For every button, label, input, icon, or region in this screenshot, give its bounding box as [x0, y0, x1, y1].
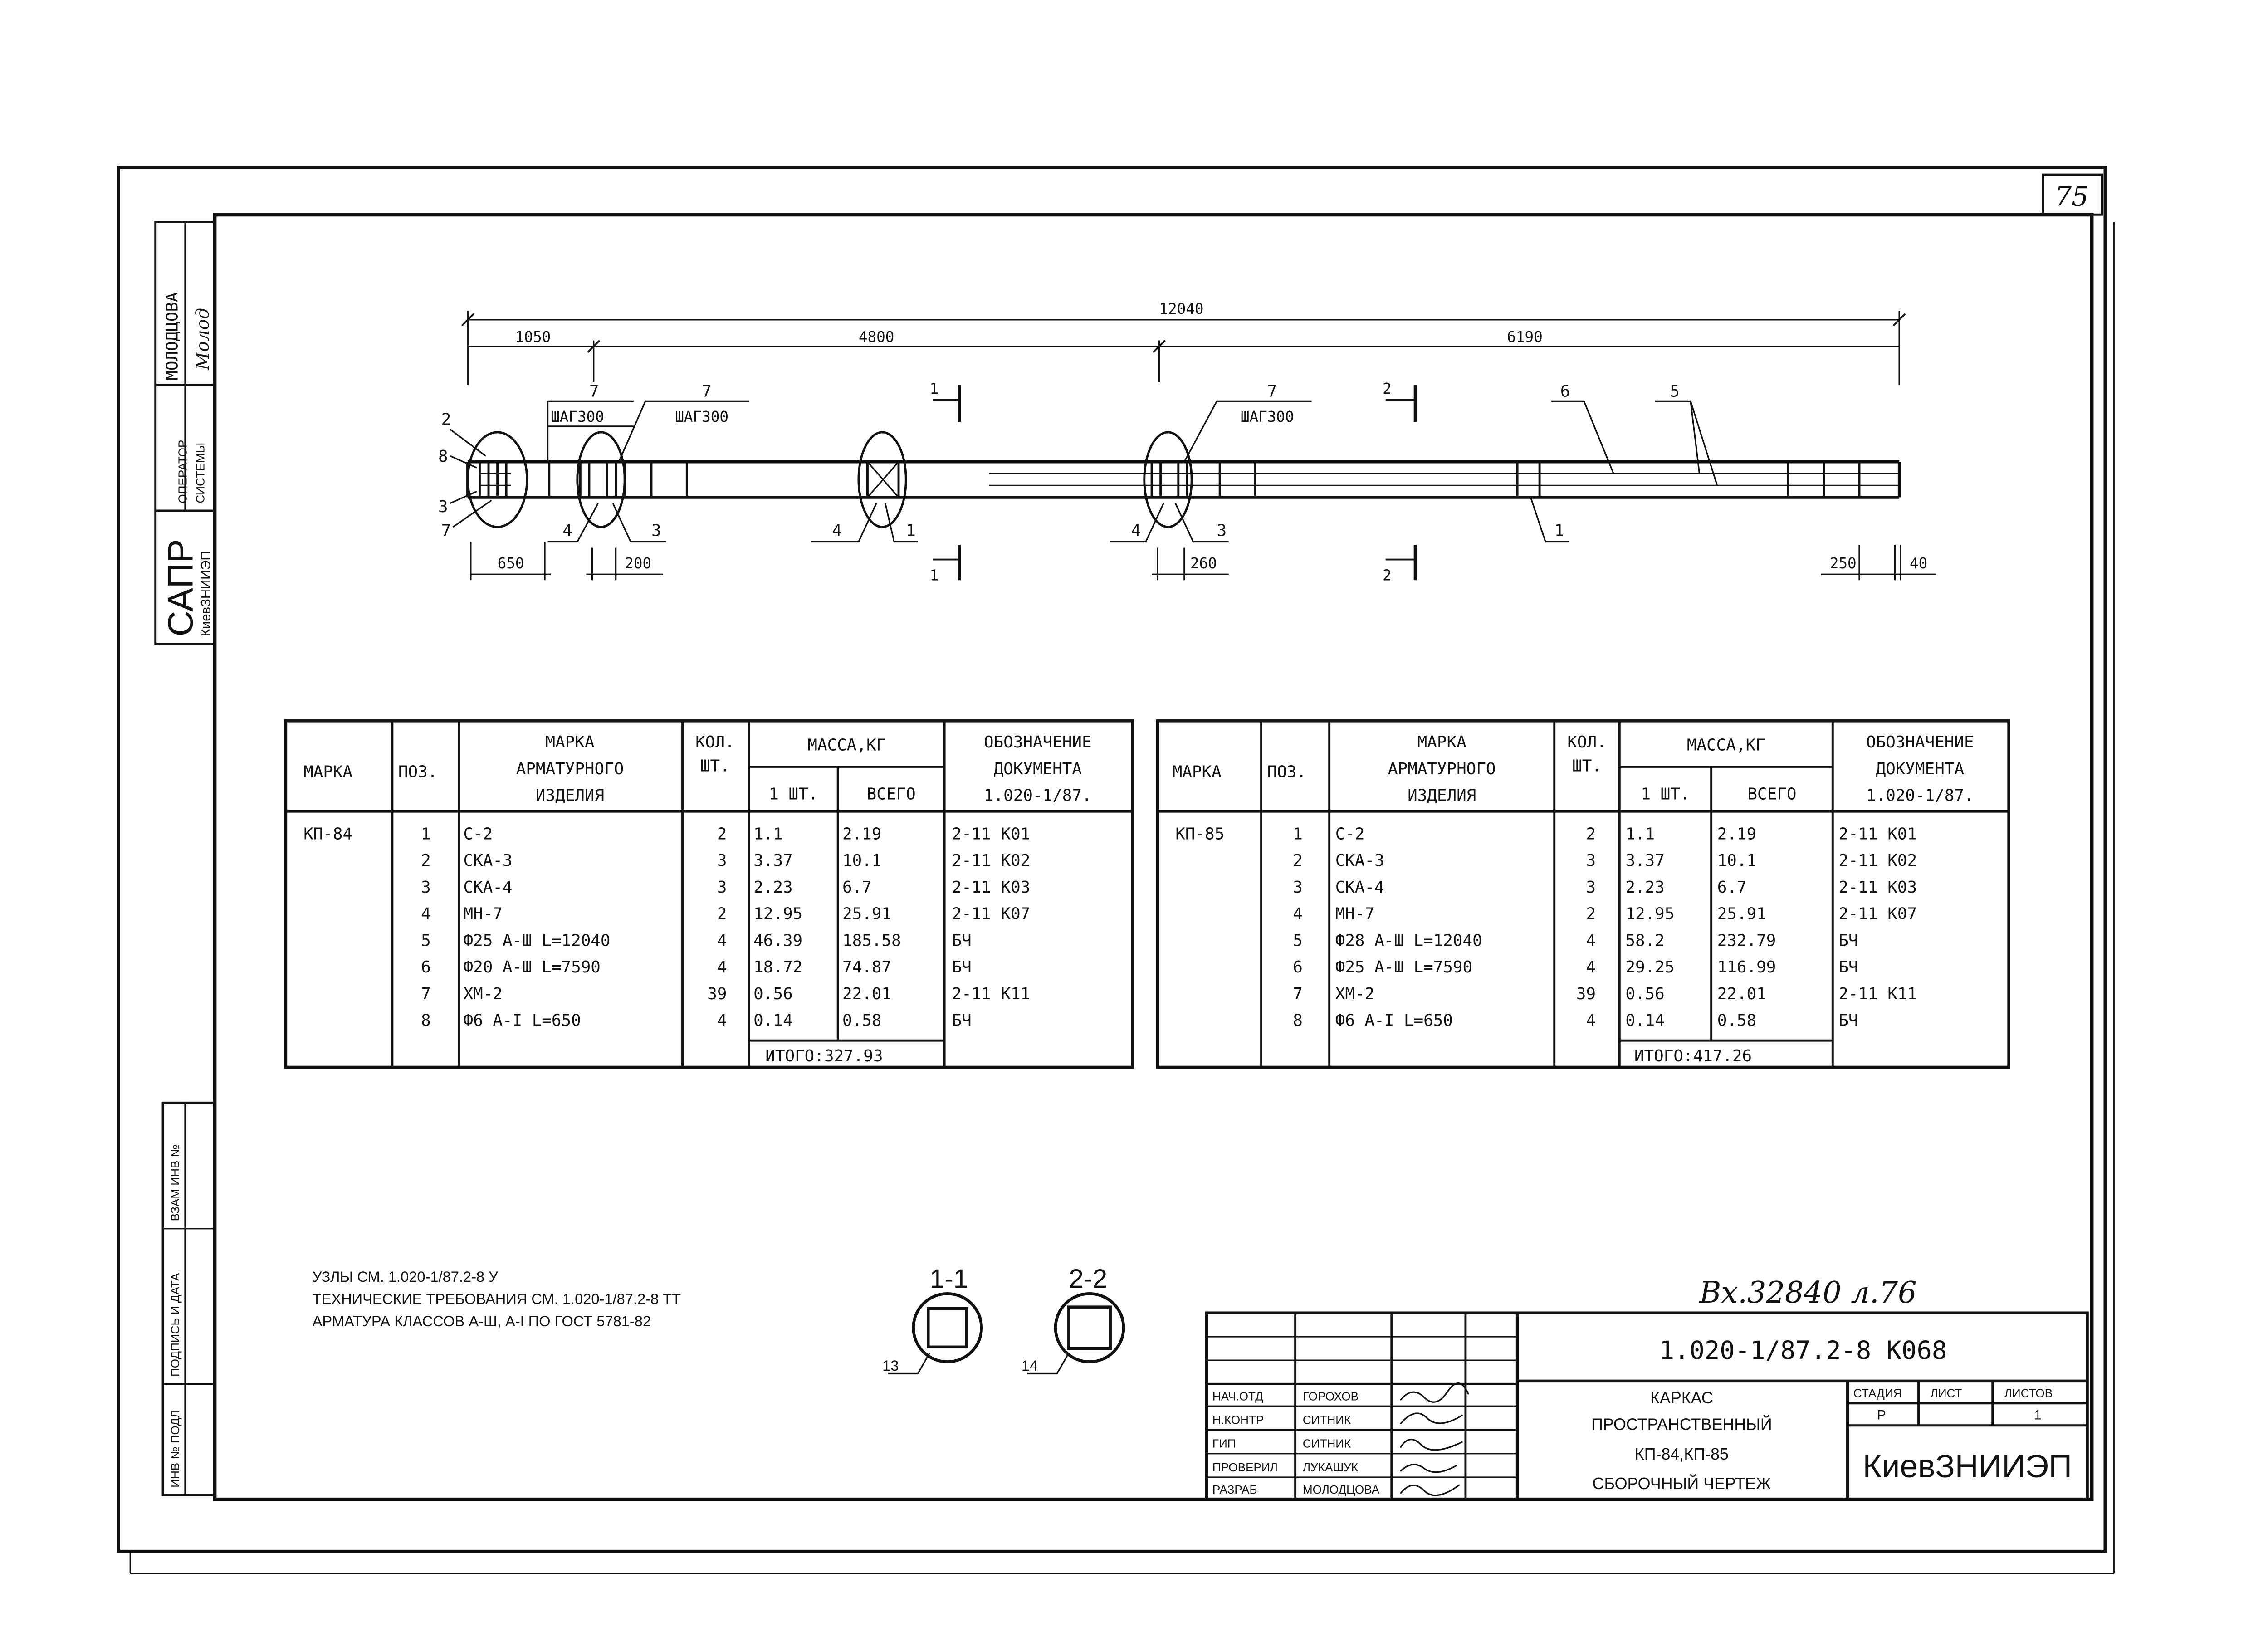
svg-text:ХМ-2: ХМ-2	[1335, 984, 1375, 1003]
svg-text:НАЧ.ОТД: НАЧ.ОТД	[1212, 1389, 1263, 1403]
svg-text:650: 650	[497, 555, 524, 572]
svg-text:АРМАТУРНОГО: АРМАТУРНОГО	[516, 759, 624, 778]
svg-text:МАССА,КГ: МАССА,КГ	[807, 736, 886, 755]
svg-text:АРМАТУРА КЛАССОВ А-Ш, А-I ПО Г: АРМАТУРА КЛАССОВ А-Ш, А-I ПО ГОСТ 5781-82	[312, 1313, 651, 1330]
svg-text:4: 4	[1586, 931, 1596, 950]
svg-text:Ф20 А-Ш L=7590: Ф20 А-Ш L=7590	[463, 958, 601, 977]
svg-text:6: 6	[421, 958, 431, 977]
spec-table-kp84	[286, 721, 1133, 1067]
svg-text:1: 1	[929, 380, 939, 398]
svg-text:7: 7	[589, 382, 599, 401]
svg-text:ПОДПИСЬ И ДАТА: ПОДПИСЬ И ДАТА	[168, 1273, 182, 1377]
spec-table-kp85	[1158, 721, 2009, 1067]
svg-text:75: 75	[2054, 181, 2089, 212]
svg-text:2: 2	[441, 410, 451, 429]
svg-text:2.19: 2.19	[1717, 825, 1757, 844]
svg-text:12.95: 12.95	[1625, 904, 1675, 923]
svg-text:39: 39	[1576, 984, 1596, 1003]
svg-text:0.58: 0.58	[1717, 1011, 1757, 1030]
svg-text:ПОЗ.: ПОЗ.	[398, 762, 438, 781]
svg-text:5: 5	[421, 931, 431, 950]
marka-kp84: КП-84	[303, 825, 353, 844]
svg-text:СИТНИК: СИТНИК	[1302, 1413, 1351, 1427]
svg-text:С-2: С-2	[1335, 825, 1365, 844]
stamp-org: КиевЗНИИЭП	[198, 551, 214, 637]
svg-text:2-11 К07: 2-11 К07	[952, 904, 1031, 923]
svg-text:2: 2	[717, 825, 727, 844]
svg-text:10.1: 10.1	[1717, 851, 1757, 870]
svg-text:ШАГ300: ШАГ300	[1240, 408, 1294, 426]
svg-text:2: 2	[1293, 851, 1303, 870]
svg-text:18.72: 18.72	[753, 958, 803, 977]
svg-text:2: 2	[1586, 825, 1596, 844]
svg-text:КОЛ.: КОЛ.	[1567, 733, 1607, 752]
svg-text:3: 3	[651, 521, 661, 540]
svg-text:2-11 К07: 2-11 К07	[1838, 904, 1917, 923]
svg-text:1: 1	[1293, 825, 1303, 844]
svg-text:2: 2	[1383, 567, 1392, 584]
svg-text:ШТ.: ШТ.	[1572, 757, 1602, 776]
svg-text:8: 8	[421, 1011, 431, 1030]
svg-text:2.23: 2.23	[1625, 878, 1665, 897]
svg-text:39: 39	[707, 984, 727, 1003]
svg-text:8: 8	[438, 447, 448, 466]
svg-text:8: 8	[1293, 1011, 1303, 1030]
svg-text:МАРКА: МАРКА	[545, 733, 595, 752]
svg-text:РАЗРАБ: РАЗРАБ	[1212, 1482, 1257, 1496]
svg-text:2: 2	[717, 904, 727, 923]
svg-text:АРМАТУРНОГО: АРМАТУРНОГО	[1388, 759, 1496, 778]
svg-text:1: 1	[2034, 1407, 2042, 1423]
svg-text:Ф25 А-Ш L=12040: Ф25 А-Ш L=12040	[463, 931, 611, 950]
svg-text:СКА-3: СКА-3	[1335, 851, 1384, 870]
svg-text:4: 4	[717, 958, 727, 977]
svg-text:12.95: 12.95	[753, 904, 803, 923]
svg-text:3: 3	[1586, 851, 1596, 870]
svg-text:3: 3	[717, 851, 727, 870]
svg-text:УЗЛЫ СМ. 1.020-1/87.2-8 У: УЗЛЫ СМ. 1.020-1/87.2-8 У	[312, 1268, 498, 1285]
svg-text:2.23: 2.23	[753, 878, 793, 897]
svg-text:4: 4	[421, 904, 431, 923]
svg-text:7: 7	[441, 521, 451, 540]
svg-text:Ф25 А-Ш L=7590: Ф25 А-Ш L=7590	[1335, 958, 1473, 977]
svg-text:МАССА,КГ: МАССА,КГ	[1686, 736, 1765, 755]
svg-text:МН-7: МН-7	[463, 904, 503, 923]
svg-text:6.7: 6.7	[842, 878, 872, 897]
svg-text:МН-7: МН-7	[1335, 904, 1375, 923]
svg-text:ТЕХНИЧЕСКИЕ ТРЕБОВАНИЯ СМ. 1.0: ТЕХНИЧЕСКИЕ ТРЕБОВАНИЯ СМ. 1.020-1/87.2-8 ТТ	[312, 1290, 681, 1308]
svg-text:2-11 К03: 2-11 К03	[952, 878, 1031, 897]
handwritten-ref: Вх.32840 л.76	[1699, 1275, 1917, 1310]
svg-text:ЛУКАШУК: ЛУКАШУК	[1302, 1460, 1358, 1474]
svg-text:1: 1	[906, 521, 916, 540]
svg-text:МАРКА: МАРКА	[1172, 762, 1222, 781]
beam-drawing	[438, 300, 1936, 584]
svg-text:ШАГ300: ШАГ300	[551, 408, 604, 426]
svg-text:БЧ: БЧ	[952, 931, 972, 950]
svg-text:ПРОВЕРИЛ: ПРОВЕРИЛ	[1212, 1460, 1278, 1474]
svg-text:5: 5	[1670, 382, 1680, 401]
svg-text:2: 2	[1586, 904, 1596, 923]
svg-text:250: 250	[1829, 555, 1857, 572]
total-kp84: ИТОГО:327.93	[765, 1046, 883, 1065]
stamp-sapr: САПР	[160, 539, 200, 637]
svg-text:4800: 4800	[858, 328, 894, 346]
svg-text:4: 4	[717, 1011, 727, 1030]
svg-text:КАРКАС: КАРКАС	[1650, 1388, 1713, 1407]
svg-text:СКА-4: СКА-4	[1335, 878, 1384, 897]
section-views	[882, 1264, 1124, 1374]
table-rows-kp84	[421, 825, 1030, 1030]
svg-text:6.7: 6.7	[1717, 878, 1747, 897]
svg-text:200: 200	[625, 555, 652, 572]
svg-text:3: 3	[438, 498, 448, 517]
svg-text:ГОРОХОВ: ГОРОХОВ	[1302, 1389, 1359, 1403]
svg-text:КП-84,КП-85: КП-84,КП-85	[1634, 1445, 1729, 1463]
svg-text:0.14: 0.14	[1625, 1011, 1665, 1030]
svg-text:БЧ: БЧ	[952, 1011, 972, 1030]
svg-text:2-11 К11: 2-11 К11	[952, 984, 1031, 1003]
svg-text:ВЗАМ ИНВ №: ВЗАМ ИНВ №	[168, 1144, 182, 1221]
dim-total: 12040	[1159, 300, 1204, 317]
svg-text:2-11 К02: 2-11 К02	[952, 851, 1031, 870]
svg-text:1 ШТ.: 1 ШТ.	[1641, 785, 1690, 804]
svg-text:СКА-3: СКА-3	[463, 851, 513, 870]
svg-text:Р: Р	[1877, 1407, 1886, 1423]
svg-text:3: 3	[717, 878, 727, 897]
svg-text:ДОКУМЕНТА: ДОКУМЕНТА	[993, 759, 1082, 778]
svg-text:10.1: 10.1	[842, 851, 882, 870]
svg-text:7: 7	[421, 984, 431, 1003]
svg-text:2: 2	[1383, 380, 1392, 398]
svg-text:6: 6	[1560, 382, 1570, 401]
svg-text:40: 40	[1909, 555, 1928, 572]
svg-text:ЛИСТОВ: ЛИСТОВ	[2004, 1386, 2053, 1400]
svg-text:4: 4	[832, 521, 842, 540]
svg-text:46.39: 46.39	[753, 931, 803, 950]
svg-text:ДОКУМЕНТА: ДОКУМЕНТА	[1876, 759, 1965, 778]
svg-text:СКА-4: СКА-4	[463, 878, 513, 897]
svg-text:1.020-1/87.: 1.020-1/87.	[1866, 786, 1974, 805]
svg-text:СТАДИЯ: СТАДИЯ	[1853, 1386, 1902, 1400]
svg-text:ОБОЗНАЧЕНИЕ: ОБОЗНАЧЕНИЕ	[983, 733, 1092, 752]
side-stamp	[156, 222, 215, 1495]
svg-text:29.25: 29.25	[1625, 958, 1675, 977]
svg-text:КОЛ.: КОЛ.	[695, 733, 735, 752]
doc-code: 1.020-1/87.2-8 К068	[1659, 1336, 1947, 1365]
svg-text:7: 7	[701, 382, 712, 401]
svg-text:116.99: 116.99	[1717, 958, 1776, 977]
table-rows-kp85	[1293, 825, 1917, 1030]
marka-kp85: КП-85	[1175, 825, 1225, 844]
svg-text:БЧ: БЧ	[1838, 931, 1858, 950]
svg-text:ВСЕГО: ВСЕГО	[866, 785, 916, 804]
stamp-name: МОЛОДЦОВА	[163, 292, 182, 381]
svg-text:СБОРОЧНЫЙ ЧЕРТЕЖ: СБОРОЧНЫЙ ЧЕРТЕЖ	[1592, 1475, 1771, 1493]
stamp-operator: ОПЕРАТОР	[176, 440, 190, 503]
svg-text:МАРКА: МАРКА	[303, 762, 353, 781]
svg-text:ИНВ № ПОДЛ: ИНВ № ПОДЛ	[168, 1410, 182, 1488]
svg-text:4: 4	[717, 931, 727, 950]
svg-text:БЧ: БЧ	[1838, 1011, 1858, 1030]
svg-text:Н.КОНТР: Н.КОНТР	[1212, 1413, 1264, 1427]
svg-text:ИЗДЕЛИЯ: ИЗДЕЛИЯ	[535, 786, 605, 805]
svg-text:1050: 1050	[515, 328, 551, 346]
svg-text:ПРОСТРАНСТВЕННЫЙ: ПРОСТРАНСТВЕННЫЙ	[1591, 1415, 1772, 1434]
svg-text:2-11 К02: 2-11 К02	[1838, 851, 1917, 870]
svg-text:С-2: С-2	[463, 825, 493, 844]
svg-text:0.56: 0.56	[753, 984, 793, 1003]
svg-text:58.2: 58.2	[1625, 931, 1665, 950]
notes	[313, 1268, 681, 1329]
svg-text:3.37: 3.37	[1625, 851, 1665, 870]
svg-text:2-11 К11: 2-11 К11	[1838, 984, 1917, 1003]
svg-text:ПОЗ.: ПОЗ.	[1267, 762, 1307, 781]
svg-text:ЛИСТ: ЛИСТ	[1930, 1386, 1962, 1400]
svg-text:13: 13	[882, 1357, 899, 1374]
svg-text:6190: 6190	[1507, 328, 1543, 346]
svg-text:0.14: 0.14	[753, 1011, 793, 1030]
stamp-signature: Молод	[193, 308, 214, 370]
svg-text:0.56: 0.56	[1625, 984, 1665, 1003]
svg-text:3: 3	[1293, 878, 1303, 897]
svg-text:260: 260	[1190, 555, 1217, 572]
svg-text:ХМ-2: ХМ-2	[463, 984, 503, 1003]
svg-text:1 ШТ.: 1 ШТ.	[769, 785, 818, 804]
svg-text:БЧ: БЧ	[952, 958, 972, 977]
title-block	[1207, 1313, 2087, 1499]
svg-text:2-11 К01: 2-11 К01	[1838, 825, 1917, 844]
svg-text:БЧ: БЧ	[1838, 958, 1858, 977]
svg-text:1-1: 1-1	[929, 1264, 968, 1294]
svg-text:4: 4	[1586, 958, 1596, 977]
svg-text:3: 3	[1586, 878, 1596, 897]
svg-text:СИТНИК: СИТНИК	[1302, 1436, 1351, 1451]
svg-text:7: 7	[1267, 382, 1277, 401]
svg-text:4: 4	[1293, 904, 1303, 923]
svg-text:2-11 К03: 2-11 К03	[1838, 878, 1917, 897]
page-number-box	[2043, 175, 2102, 215]
svg-text:2-11 К01: 2-11 К01	[952, 825, 1031, 844]
svg-text:ВСЕГО: ВСЕГО	[1747, 785, 1797, 804]
svg-text:25.91: 25.91	[842, 904, 891, 923]
svg-text:14: 14	[1021, 1357, 1038, 1374]
svg-text:4: 4	[1131, 521, 1141, 540]
svg-text:5: 5	[1293, 931, 1303, 950]
svg-text:3: 3	[1217, 521, 1227, 540]
svg-text:ИЗДЕЛИЯ: ИЗДЕЛИЯ	[1408, 786, 1476, 805]
svg-text:1: 1	[1554, 521, 1564, 540]
svg-text:1.1: 1.1	[1625, 825, 1655, 844]
svg-text:6: 6	[1293, 958, 1303, 977]
svg-text:3.37: 3.37	[753, 851, 793, 870]
svg-text:1.020-1/87.: 1.020-1/87.	[983, 786, 1092, 805]
svg-text:МОЛОДЦОВА: МОЛОДЦОВА	[1302, 1482, 1380, 1496]
svg-text:0.58: 0.58	[842, 1011, 882, 1030]
svg-text:185.58: 185.58	[842, 931, 901, 950]
svg-text:Ф28 А-Ш L=12040: Ф28 А-Ш L=12040	[1335, 931, 1482, 950]
svg-text:ШАГ300: ШАГ300	[675, 408, 729, 426]
svg-text:МАРКА: МАРКА	[1417, 733, 1466, 752]
total-kp85: ИТОГО:417.26	[1634, 1046, 1752, 1065]
svg-text:4: 4	[1586, 1011, 1596, 1030]
svg-text:22.01: 22.01	[842, 984, 891, 1003]
svg-text:7: 7	[1293, 984, 1303, 1003]
svg-text:2.19: 2.19	[842, 825, 882, 844]
signatures	[1400, 1383, 1468, 1495]
svg-text:3: 3	[421, 878, 431, 897]
svg-text:2: 2	[421, 851, 431, 870]
svg-text:232.79: 232.79	[1717, 931, 1776, 950]
svg-text:4: 4	[562, 521, 572, 540]
org-name: КиевЗНИИЭП	[1862, 1448, 2072, 1485]
svg-text:25.91: 25.91	[1717, 904, 1766, 923]
svg-text:ОБОЗНАЧЕНИЕ: ОБОЗНАЧЕНИЕ	[1866, 733, 1974, 752]
svg-text:1: 1	[421, 825, 431, 844]
svg-text:2-2: 2-2	[1069, 1264, 1108, 1294]
svg-text:1.1: 1.1	[753, 825, 783, 844]
svg-text:Ф6 А-I L=650: Ф6 А-I L=650	[463, 1011, 581, 1030]
svg-text:22.01: 22.01	[1717, 984, 1766, 1003]
svg-text:1: 1	[929, 567, 939, 584]
svg-text:СИСТЕМЫ: СИСТЕМЫ	[193, 442, 207, 503]
svg-text:ГИП: ГИП	[1212, 1436, 1236, 1451]
svg-text:ШТ.: ШТ.	[700, 757, 730, 776]
svg-text:Ф6 А-I L=650: Ф6 А-I L=650	[1335, 1011, 1453, 1030]
svg-text:74.87: 74.87	[842, 958, 891, 977]
